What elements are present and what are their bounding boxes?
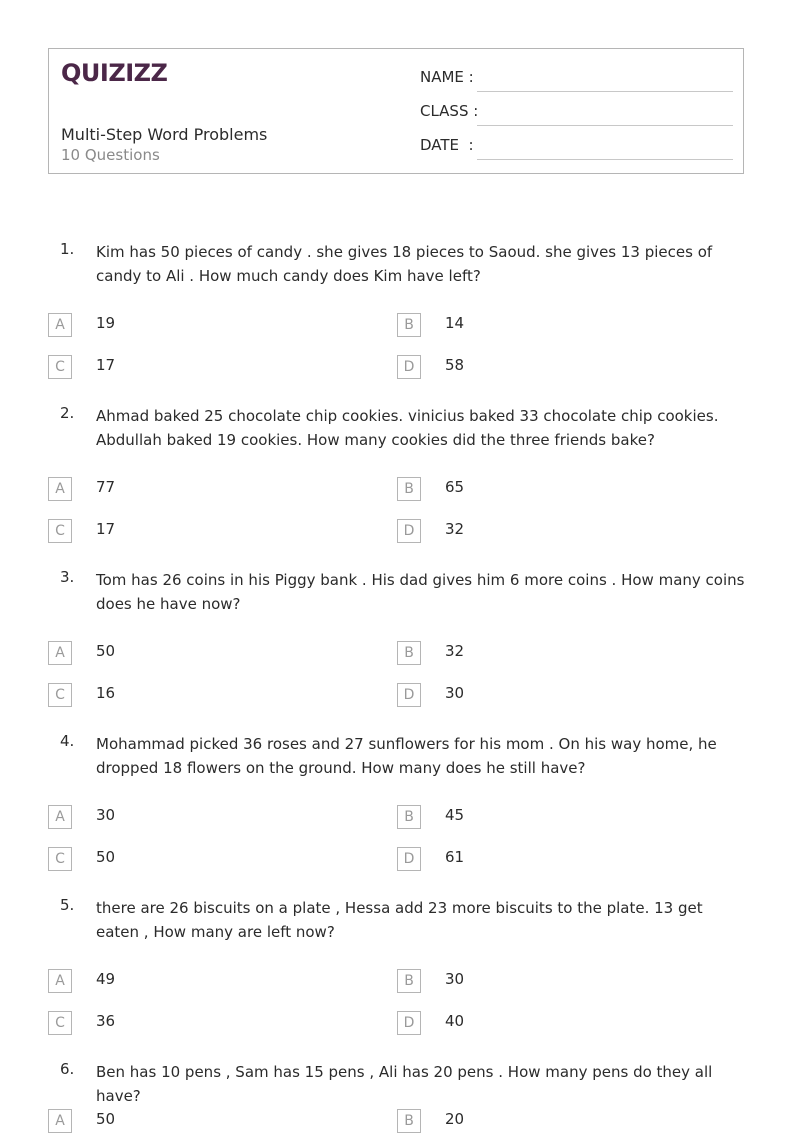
option-letter: B (397, 313, 421, 337)
question-text: Ahmad baked 25 chocolate chip cookies. vinicius baked 33 chocolate chip cookies. Abdullah baked 19 cookies. How many cookies did the three friends bake? (96, 407, 719, 449)
option-letter: A (48, 805, 72, 829)
option-value: 50 (96, 642, 116, 660)
option-value: 30 (445, 684, 465, 702)
date-line (477, 159, 733, 160)
option-value: 50 (96, 848, 116, 866)
question-number: 5. (60, 896, 75, 914)
name-line (477, 91, 733, 92)
option-letter: B (397, 969, 421, 993)
option-letter: B (397, 1109, 421, 1133)
option-value: 50 (96, 1110, 116, 1128)
question-number: 2. (60, 404, 75, 422)
question-text: Ben has 10 pens , Sam has 15 pens , Ali has 20 pens . How many pens do they all have? (96, 1063, 713, 1105)
option-value: 30 (445, 970, 465, 988)
option-letter: C (48, 355, 72, 379)
question-number: 6. (60, 1060, 75, 1078)
worksheet-title: Multi-Step Word Problems (61, 125, 268, 144)
option-value: 19 (96, 314, 116, 332)
option-letter: B (397, 477, 421, 501)
option-value: 65 (445, 478, 465, 496)
option-value: 58 (445, 356, 465, 374)
option-letter: A (48, 641, 72, 665)
option-value: 36 (96, 1012, 116, 1030)
date-field (420, 136, 733, 160)
option-letter: D (397, 1011, 421, 1035)
question-number: 3. (60, 568, 75, 586)
option-value: 61 (445, 848, 465, 866)
option-letter: D (397, 519, 421, 543)
option-value: 16 (96, 684, 116, 702)
option-letter: D (397, 683, 421, 707)
option-value: 32 (445, 520, 465, 538)
option-letter: A (48, 313, 72, 337)
option-value: 40 (445, 1012, 465, 1030)
class-field (420, 102, 733, 126)
option-letter: C (48, 1011, 72, 1035)
quizizz-logo: QUIZIZZ (61, 59, 168, 87)
option-letter: A (48, 969, 72, 993)
option-value: 30 (96, 806, 116, 824)
option-value: 77 (96, 478, 116, 496)
option-value: 49 (96, 970, 116, 988)
option-letter: C (48, 683, 72, 707)
worksheet-header (48, 48, 744, 174)
option-value: 17 (96, 356, 116, 374)
question-number: 1. (60, 240, 75, 258)
name-label: NAME : (420, 68, 474, 86)
class-line (477, 125, 733, 126)
option-letter: D (397, 847, 421, 871)
option-value: 14 (445, 314, 465, 332)
date-label: DATE : (420, 136, 474, 154)
question-count: 10 Questions (61, 146, 160, 164)
option-letter: A (48, 477, 72, 501)
option-value: 17 (96, 520, 116, 538)
question-text: Mohammad picked 36 roses and 27 sunflowers for his mom . On his way home, he dropped 18 flowers on the ground. How many does he still have? (96, 735, 717, 777)
option-letter: B (397, 805, 421, 829)
option-letter: A (48, 1109, 72, 1133)
option-letter: C (48, 847, 72, 871)
option-letter: B (397, 641, 421, 665)
question-text: Kim has 50 pieces of candy . she gives 18 pieces to Saoud. she gives 13 pieces of candy to Ali . How much candy does Kim have left? (96, 243, 713, 285)
class-label: CLASS : (420, 102, 479, 120)
option-value: 45 (445, 806, 465, 824)
option-letter: C (48, 519, 72, 543)
option-value: 20 (445, 1110, 465, 1128)
name-field (420, 68, 733, 92)
option-letter: D (397, 355, 421, 379)
question-text: Tom has 26 coins in his Piggy bank . His dad gives him 6 more coins . How many coins does he have now? (96, 571, 745, 613)
question-number: 4. (60, 732, 75, 750)
option-value: 32 (445, 642, 465, 660)
question-text: there are 26 biscuits on a plate , Hessa add 23 more biscuits to the plate. 13 get eaten , How many are left now? (96, 899, 703, 941)
